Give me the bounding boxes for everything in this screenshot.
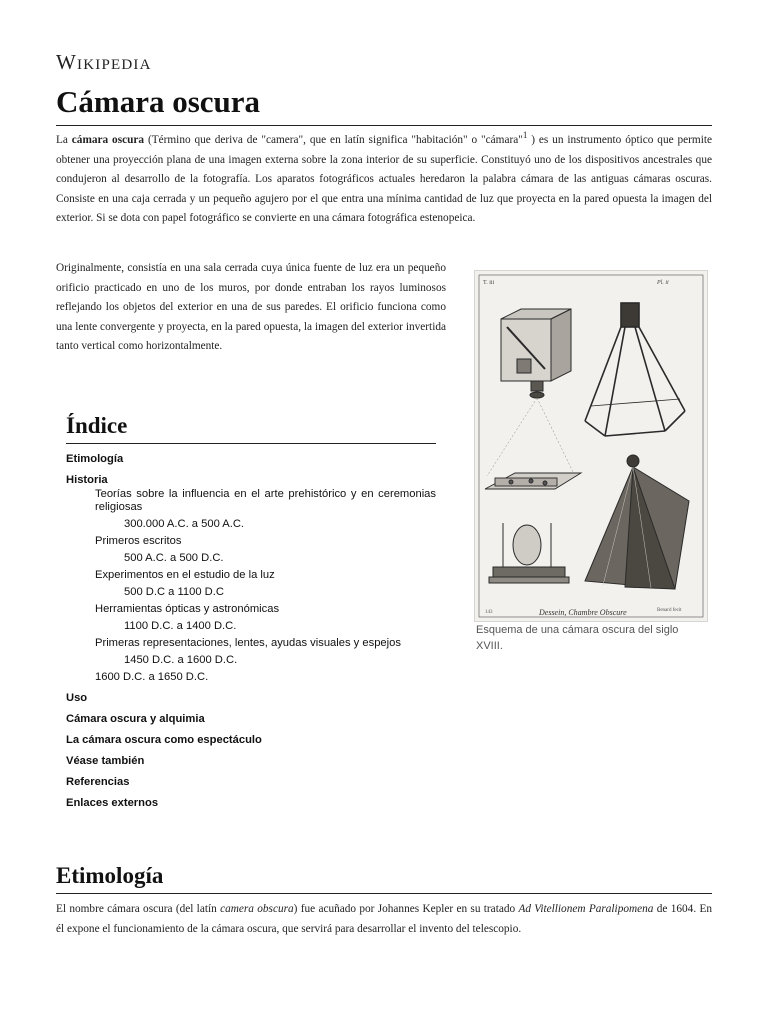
section-heading-etimologia: Etimología	[56, 863, 164, 888]
toc-item-etimologia[interactable]: Etimología	[66, 453, 124, 465]
svg-text:Benard fecit: Benard fecit	[657, 608, 682, 613]
toc-item-vease-tambien[interactable]: Véase también	[66, 755, 145, 767]
toc-item-1600dc[interactable]: 1600 D.C. a 1650 D.C.	[95, 671, 209, 683]
toc-item-experimentos[interactable]: Experimentos en el estudio de la luz	[95, 569, 275, 581]
reference-link[interactable]: 1	[522, 130, 528, 140]
toc-item-enlaces-externos[interactable]: Enlaces externos	[66, 797, 159, 809]
toc-item-alquimia[interactable]: Cámara oscura y alquimia	[66, 713, 205, 725]
camera-obscura-engraving[interactable]	[474, 270, 708, 622]
toc-title: Índice	[66, 413, 128, 438]
toc-item-espectaculo[interactable]: La cámara oscura como espectáculo	[66, 734, 262, 746]
intro-paragraph: La cámara oscura (Término que deriva de "camera", que en latín significa "habitación" o "cámara"$^1$ ) es un instrumento óptico que permite obtener una proyección plana de una imagen externa sobre la zona interior de su superficie. Constituyó uno de los dispositivos ancestrales que condujeron al desarrollo de la fotografía. Los aparatos fotográficos actuales heredaron la palabra cámara de las antiguas cámaras oscuras. Consiste en una caja cerrada y un pequeño agujero por el que entra una mínima cantidad de luz que proyecta en la pared opuesta la imagen del exterior. Si se dota con papel fotográfico se convierte en una cámara fotográfica estenopeica.	[56, 130, 713, 224]
etimologia-paragraph: El nombre cámara oscura (del latín camera obscura) fue acuñado por Johannes Kepler en su tratado Ad Vitellionem Paralipomena de 1604. En él expone el funcionamiento de la cámara oscura, que servirá para desarrollar el invento del telescopio.	[56, 903, 712, 935]
svg-text:T. iii: T. iii	[483, 280, 495, 286]
term-bold: cámara oscura	[71, 134, 145, 146]
svg-text:Dessein, Chambre Obscure: Dessein, Chambre Obscure	[539, 608, 627, 617]
toc-divider	[66, 443, 436, 444]
section-divider	[56, 893, 712, 894]
figure-caption: Esquema de una cámara oscura del siglo XVIII.	[476, 624, 679, 652]
toc-item-historia[interactable]: Historia	[66, 474, 108, 486]
toc-item-primeros-escritos[interactable]: Primeros escritos	[95, 535, 182, 547]
toc-item-teorias[interactable]: Teorías sobre la influencia en el arte prehistórico y en ceremonias religiosas	[95, 488, 436, 513]
toc-item-referencias[interactable]: Referencias	[66, 776, 130, 788]
toc-item-primeras-representaciones[interactable]: Primeras representaciones, lentes, ayudas visuales y espejos	[95, 637, 401, 649]
title-divider	[56, 125, 712, 126]
page-title: Cámara oscura	[56, 84, 261, 119]
origin-paragraph: Originalmente, consistía en una sala cerrada cuya única fuente de luz era un pequeño orificio practicado en uno de los muros, por donde entraban los rayos luminosos reflejando los objetos del exterior en una de sus paredes. El orificio funciona como una lente convergente y proyecta, en la pared opuesta, la imagen del exterior invertida tanto vertical como horizontalmente.	[56, 262, 446, 352]
toc-item-1450dc[interactable]: 1450 D.C. a 1600 D.C.	[124, 654, 238, 666]
toc-item-300000ac[interactable]: 300.000 A.C. a 500 A.C.	[124, 518, 245, 530]
engraving-illustration	[475, 271, 707, 621]
toc-item-500dc[interactable]: 500 D.C a 1100 D.C	[124, 586, 224, 598]
svg-text:Pl. ii: Pl. ii	[657, 280, 669, 286]
table-of-contents	[66, 451, 436, 816]
toc-item-herramientas[interactable]: Herramientas ópticas y astronómicas	[95, 603, 280, 615]
toc-item-1100dc[interactable]: 1100 D.C. a 1400 D.C.	[124, 620, 237, 632]
toc-item-uso[interactable]: Uso	[66, 692, 88, 704]
toc-item-500ac[interactable]: 500 A.C. a 500 D.C.	[124, 552, 224, 564]
svg-text:143: 143	[485, 610, 493, 615]
wikipedia-logo[interactable]: Wikipedia	[56, 50, 152, 74]
